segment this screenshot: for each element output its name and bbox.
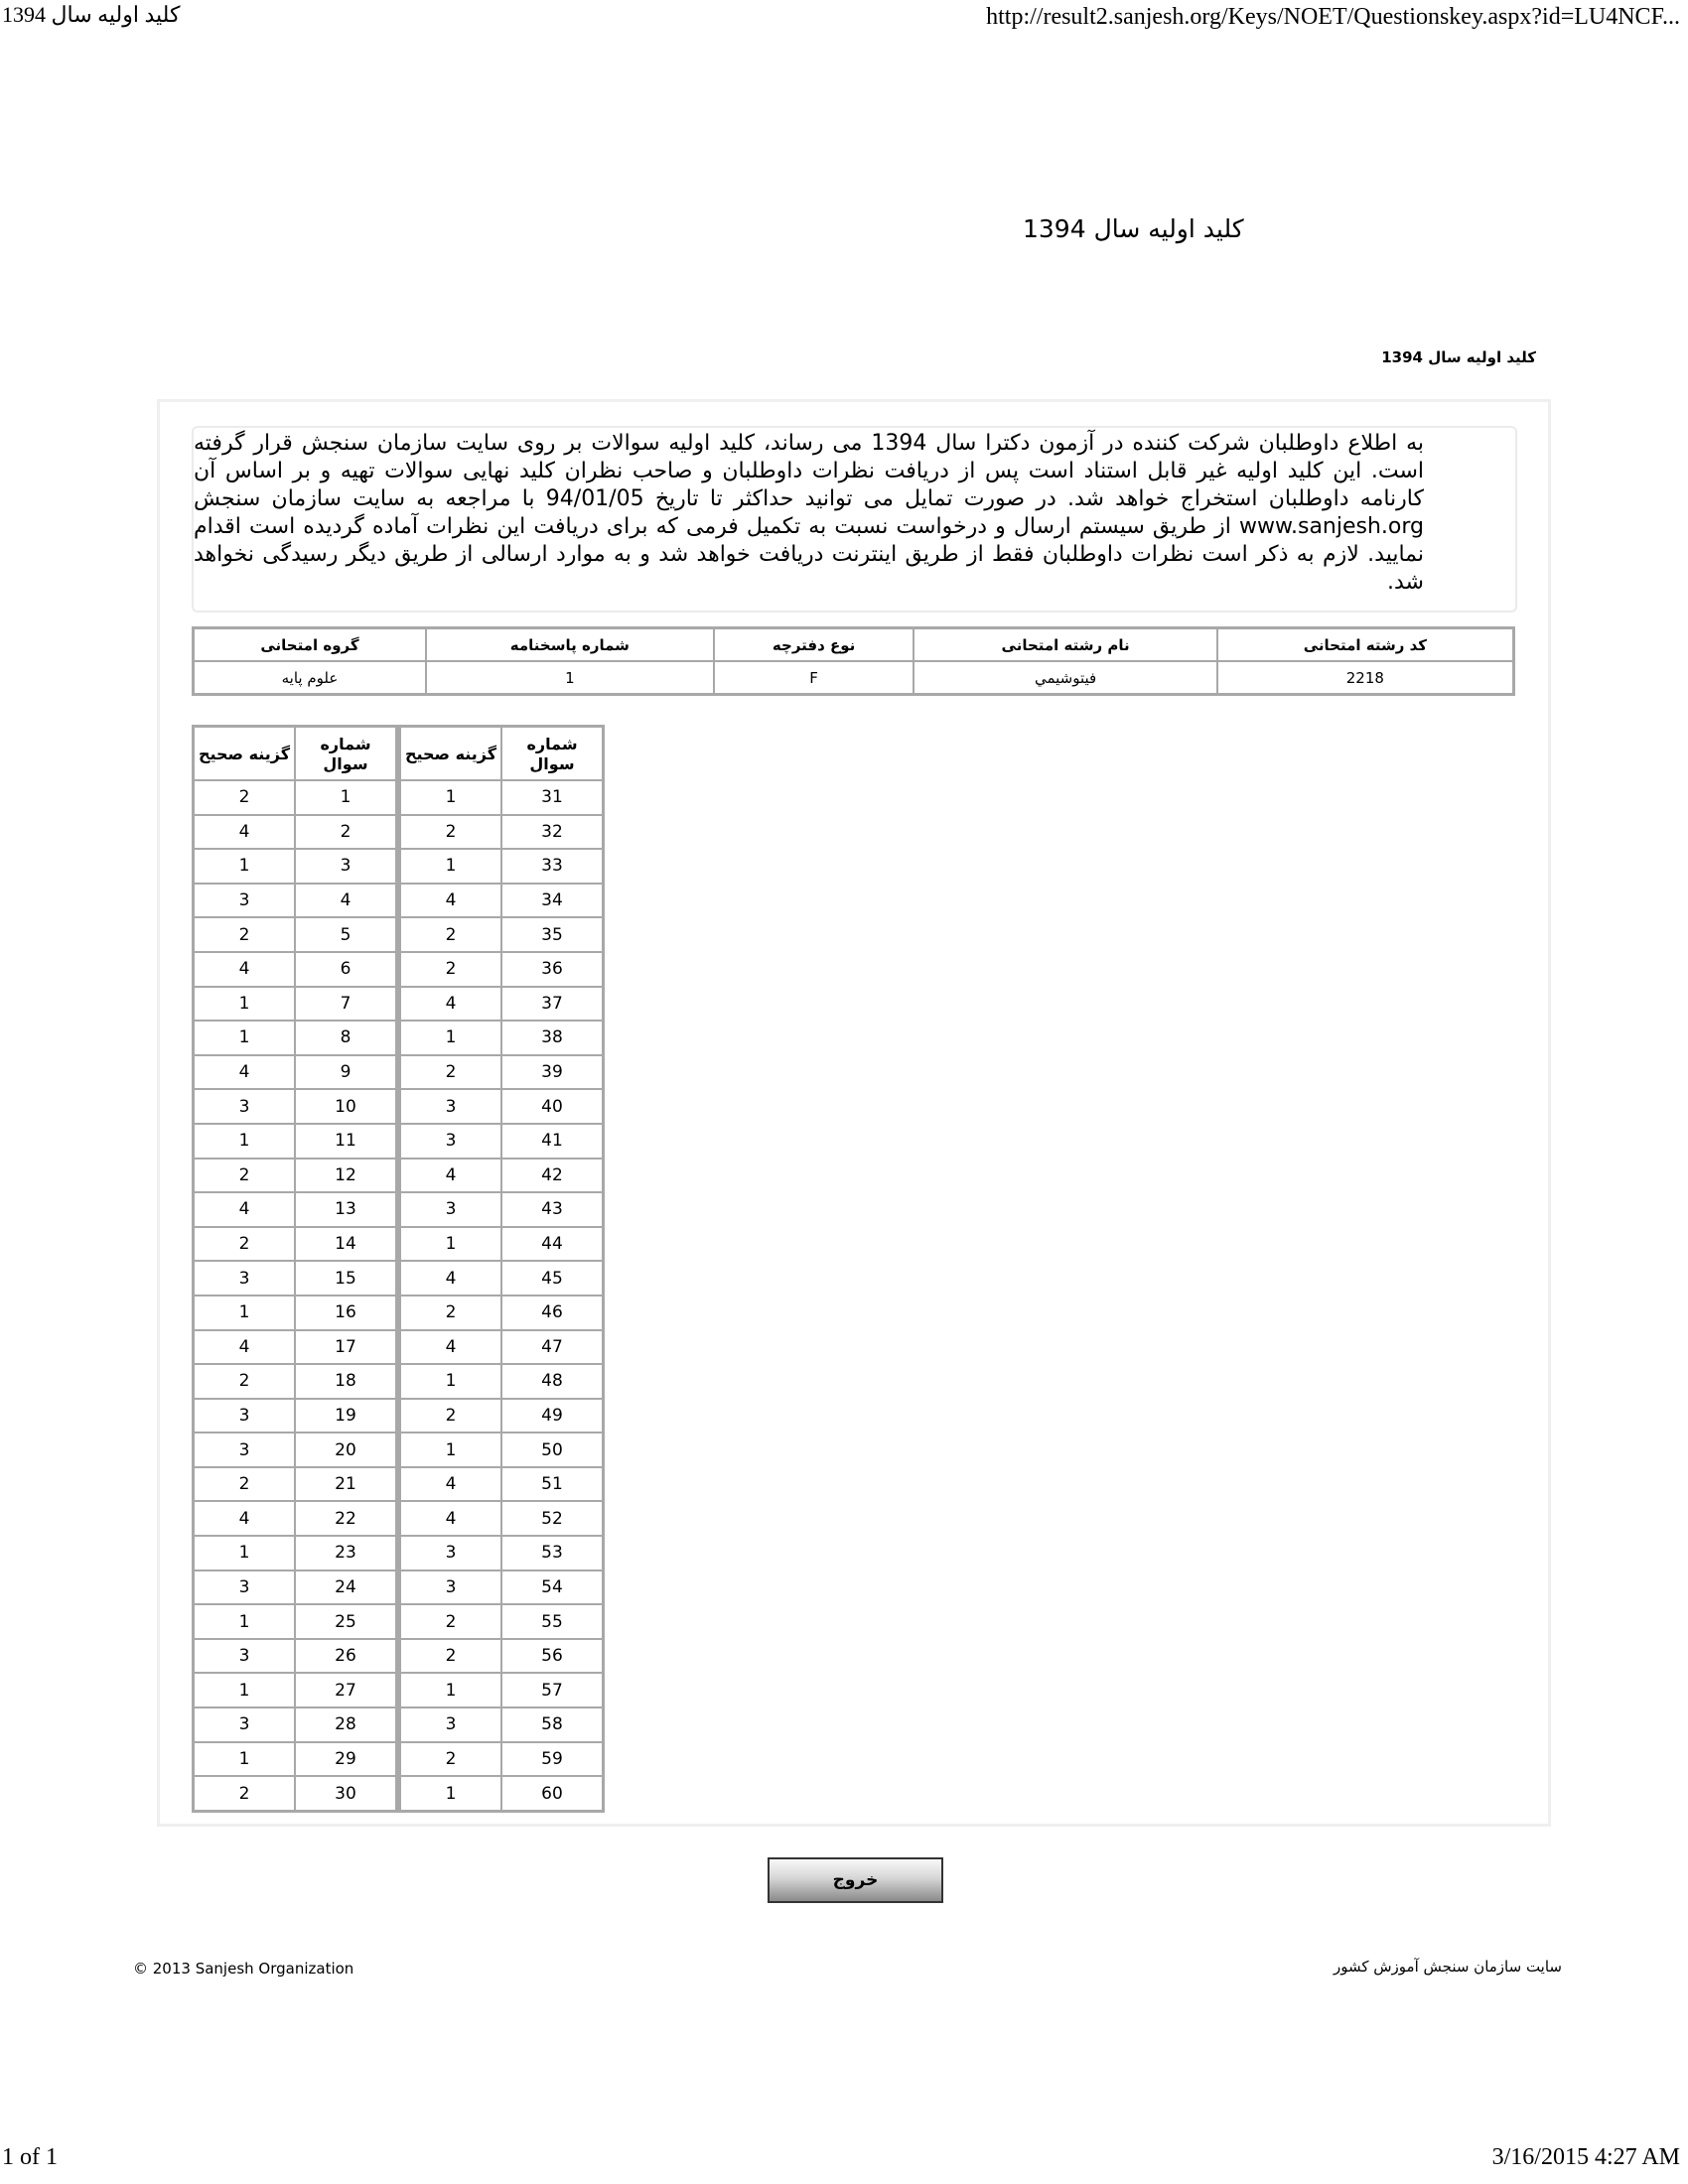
question-number: 55 bbox=[501, 1604, 603, 1639]
correct-option: 2 bbox=[400, 1399, 501, 1433]
answer-key-row bbox=[400, 884, 603, 918]
question-number: 11 bbox=[295, 1124, 396, 1159]
answer-key-row bbox=[400, 1021, 603, 1055]
correct-option: 1 bbox=[194, 1673, 295, 1707]
answer-key-row bbox=[400, 815, 603, 850]
header-question-number: شماره سوال bbox=[295, 727, 396, 780]
answer-key-header-row bbox=[194, 727, 396, 780]
answer-key-row bbox=[400, 1570, 603, 1605]
answer-key-body-1 bbox=[194, 780, 396, 1811]
correct-option: 2 bbox=[194, 1364, 295, 1399]
question-number: 23 bbox=[295, 1536, 396, 1570]
correct-option: 2 bbox=[400, 917, 501, 952]
correct-option: 1 bbox=[400, 780, 501, 815]
answer-key-row bbox=[194, 952, 396, 987]
correct-option: 4 bbox=[194, 1192, 295, 1227]
answer-key-row bbox=[194, 884, 396, 918]
correct-option: 4 bbox=[400, 1467, 501, 1502]
header-answer-sheet-number: شماره پاسخنامه bbox=[426, 628, 714, 661]
correct-option: 1 bbox=[400, 1021, 501, 1055]
question-number: 34 bbox=[501, 884, 603, 918]
header-booklet-type: نوع دفترچه bbox=[714, 628, 914, 661]
answer-key-header-row bbox=[400, 727, 603, 780]
answer-key-row bbox=[194, 1261, 396, 1296]
answer-key-row bbox=[194, 1433, 396, 1467]
correct-option: 2 bbox=[194, 780, 295, 815]
notice-text: به اطلاع داوطلبان شرکت کننده در آزمون دکترا سال 1394 می رساند، کلید اولیه سوالات بر روی سایت سازمان سنجش قرار گرفته است. این کلید اولیه غیر قابل استناد است پس از دریافت نظرات داوطلبان و صاحب نظران کلید نهایی سوالات تهیه و بر اساس آن کارنامه داوطلبان استخراج خواهد شد. در صورت تمایل می توانید حداکثر تا تاریخ 94/01/05 با مراجعه به سایت سازمان سنجش www.sanjesh.org از طریق سیستم ارسال و درخواست نسبت به تکمیل فرمی که برای دریافت این نظرات آماده گردیده است اقدام نمایید. لازم به ذکر است نظرات داوطلبان فقط از طریق اینترنت دریافت خواهد شد و به موارد ارسالی از طریق دیگر رسیدگی نخواهد شد. bbox=[192, 426, 1517, 613]
question-number: 52 bbox=[501, 1501, 603, 1536]
answer-key-row bbox=[400, 1159, 603, 1193]
question-number: 40 bbox=[501, 1089, 603, 1124]
answer-key-row bbox=[194, 849, 396, 884]
correct-option: 2 bbox=[400, 1639, 501, 1674]
answer-key-row bbox=[194, 1192, 396, 1227]
answer-key-row bbox=[194, 780, 396, 815]
answer-key-row bbox=[400, 1776, 603, 1811]
answer-key-row bbox=[194, 1124, 396, 1159]
exam-info-table bbox=[192, 626, 1515, 696]
correct-option: 2 bbox=[194, 1159, 295, 1193]
question-number: 9 bbox=[295, 1055, 396, 1090]
answer-key-row bbox=[400, 1433, 603, 1467]
question-number: 41 bbox=[501, 1124, 603, 1159]
correct-option: 1 bbox=[400, 1364, 501, 1399]
question-number: 54 bbox=[501, 1570, 603, 1605]
answer-key-row bbox=[194, 1673, 396, 1707]
correct-option: 4 bbox=[400, 987, 501, 1022]
correct-option: 1 bbox=[194, 987, 295, 1022]
exit-button[interactable]: خروج bbox=[768, 1857, 943, 1903]
field-code: 2218 bbox=[1217, 661, 1513, 694]
answer-key-row bbox=[194, 1467, 396, 1502]
answer-key-row bbox=[194, 1501, 396, 1536]
correct-option: 1 bbox=[194, 1124, 295, 1159]
answer-key-row bbox=[400, 1501, 603, 1536]
answer-key-body-2 bbox=[400, 780, 603, 1811]
header-correct-option: گزینه صحیح bbox=[194, 727, 295, 780]
header-field-code: کد رشته امتحانی bbox=[1217, 628, 1513, 661]
question-number: 30 bbox=[295, 1776, 396, 1811]
answer-key-row bbox=[400, 1673, 603, 1707]
question-number: 43 bbox=[501, 1192, 603, 1227]
correct-option: 3 bbox=[194, 1570, 295, 1605]
answer-key-row bbox=[194, 1227, 396, 1262]
field-name: فيتوشيمي bbox=[914, 661, 1216, 694]
answer-key-table-1 bbox=[192, 725, 398, 1813]
correct-option: 2 bbox=[400, 1742, 501, 1777]
correct-option: 1 bbox=[400, 1227, 501, 1262]
question-number: 47 bbox=[501, 1330, 603, 1365]
answer-key-row bbox=[194, 1707, 396, 1742]
question-number: 14 bbox=[295, 1227, 396, 1262]
answer-key-row bbox=[400, 1467, 603, 1502]
print-page-title: کلید اولیه سال 1394 bbox=[2, 2, 181, 27]
answer-key-row bbox=[400, 1089, 603, 1124]
question-number: 19 bbox=[295, 1399, 396, 1433]
answer-key-row bbox=[400, 1192, 603, 1227]
correct-option: 3 bbox=[194, 1707, 295, 1742]
correct-option: 2 bbox=[400, 815, 501, 850]
answer-key-row bbox=[400, 1742, 603, 1777]
question-number: 5 bbox=[295, 917, 396, 952]
answer-key-row bbox=[400, 1227, 603, 1262]
correct-option: 4 bbox=[194, 815, 295, 850]
correct-option: 3 bbox=[400, 1570, 501, 1605]
answer-key-row bbox=[400, 1399, 603, 1433]
question-number: 3 bbox=[295, 849, 396, 884]
correct-option: 2 bbox=[400, 952, 501, 987]
correct-option: 3 bbox=[194, 1639, 295, 1674]
question-number: 49 bbox=[501, 1399, 603, 1433]
question-number: 25 bbox=[295, 1604, 396, 1639]
correct-option: 1 bbox=[194, 1021, 295, 1055]
question-number: 60 bbox=[501, 1776, 603, 1811]
section-subtitle: کلید اولیه سال 1394 bbox=[1381, 348, 1536, 366]
correct-option: 4 bbox=[400, 884, 501, 918]
correct-option: 4 bbox=[400, 1330, 501, 1365]
question-number: 37 bbox=[501, 987, 603, 1022]
question-number: 48 bbox=[501, 1364, 603, 1399]
correct-option: 4 bbox=[194, 952, 295, 987]
answer-key-row bbox=[194, 1021, 396, 1055]
content-panel bbox=[157, 399, 1551, 1827]
correct-option: 4 bbox=[194, 1055, 295, 1090]
answer-key-row bbox=[400, 1330, 603, 1365]
site-name-text: سایت سازمان سنجش آموزش کشور bbox=[1333, 1958, 1562, 1976]
question-number: 58 bbox=[501, 1707, 603, 1742]
answer-key-row bbox=[194, 1570, 396, 1605]
question-number: 12 bbox=[295, 1159, 396, 1193]
answer-key-row bbox=[194, 1399, 396, 1433]
header-question-number: شماره سوال bbox=[501, 727, 603, 780]
question-number: 16 bbox=[295, 1296, 396, 1330]
correct-option: 2 bbox=[194, 1467, 295, 1502]
answer-key-row bbox=[400, 952, 603, 987]
answer-key-row bbox=[194, 1604, 396, 1639]
correct-option: 4 bbox=[194, 1330, 295, 1365]
question-number: 24 bbox=[295, 1570, 396, 1605]
answer-key-row bbox=[194, 1536, 396, 1570]
question-number: 28 bbox=[295, 1707, 396, 1742]
correct-option: 1 bbox=[400, 1433, 501, 1467]
question-number: 15 bbox=[295, 1261, 396, 1296]
answer-key-row bbox=[400, 1604, 603, 1639]
question-number: 59 bbox=[501, 1742, 603, 1777]
question-number: 46 bbox=[501, 1296, 603, 1330]
page-title: کلید اولیه سال 1394 bbox=[1023, 214, 1244, 243]
correct-option: 1 bbox=[194, 1296, 295, 1330]
question-number: 8 bbox=[295, 1021, 396, 1055]
correct-option: 4 bbox=[400, 1261, 501, 1296]
answer-key-row bbox=[194, 1089, 396, 1124]
answer-key-row bbox=[400, 1536, 603, 1570]
question-number: 22 bbox=[295, 1501, 396, 1536]
question-number: 38 bbox=[501, 1021, 603, 1055]
correct-option: 4 bbox=[194, 1501, 295, 1536]
correct-option: 3 bbox=[400, 1124, 501, 1159]
answer-key-row bbox=[194, 1776, 396, 1811]
question-number: 27 bbox=[295, 1673, 396, 1707]
answer-key-row bbox=[400, 1124, 603, 1159]
correct-option: 1 bbox=[194, 1742, 295, 1777]
question-number: 7 bbox=[295, 987, 396, 1022]
exam-info-row bbox=[194, 661, 1513, 694]
question-number: 20 bbox=[295, 1433, 396, 1467]
correct-option: 1 bbox=[400, 849, 501, 884]
answer-key-row bbox=[400, 1364, 603, 1399]
print-url: http://result2.sanjesh.org/Keys/NOET/Questionskey.aspx?id=LU4NCF... bbox=[986, 4, 1680, 30]
correct-option: 3 bbox=[400, 1707, 501, 1742]
question-number: 21 bbox=[295, 1467, 396, 1502]
answer-key-row bbox=[400, 1707, 603, 1742]
answer-key-row bbox=[400, 1296, 603, 1330]
answer-key-row bbox=[400, 849, 603, 884]
question-number: 44 bbox=[501, 1227, 603, 1262]
answer-sheet-number: 1 bbox=[426, 661, 714, 694]
correct-option: 4 bbox=[400, 1501, 501, 1536]
answer-key-row bbox=[194, 1364, 396, 1399]
answer-key-row bbox=[194, 815, 396, 850]
correct-option: 3 bbox=[194, 1089, 295, 1124]
exam-group: علوم پایه bbox=[194, 661, 426, 694]
header-correct-option: گزینه صحیح bbox=[400, 727, 501, 780]
question-number: 18 bbox=[295, 1364, 396, 1399]
answer-key-row bbox=[400, 917, 603, 952]
correct-option: 1 bbox=[194, 1536, 295, 1570]
answer-key-row bbox=[400, 780, 603, 815]
question-number: 51 bbox=[501, 1467, 603, 1502]
exam-info-header-row bbox=[194, 628, 1513, 661]
question-number: 45 bbox=[501, 1261, 603, 1296]
question-number: 32 bbox=[501, 815, 603, 850]
question-number: 2 bbox=[295, 815, 396, 850]
correct-option: 2 bbox=[194, 1776, 295, 1811]
correct-option: 3 bbox=[400, 1192, 501, 1227]
answer-key-row bbox=[400, 987, 603, 1022]
booklet-type: F bbox=[714, 661, 914, 694]
correct-option: 1 bbox=[400, 1673, 501, 1707]
correct-option: 2 bbox=[194, 1227, 295, 1262]
header-exam-group: گروه امتحانی bbox=[194, 628, 426, 661]
answer-key-row bbox=[400, 1639, 603, 1674]
correct-option: 3 bbox=[194, 1433, 295, 1467]
correct-option: 3 bbox=[194, 1261, 295, 1296]
question-number: 42 bbox=[501, 1159, 603, 1193]
answer-key-row bbox=[194, 917, 396, 952]
question-number: 4 bbox=[295, 884, 396, 918]
copyright-text: © 2013 Sanjesh Organization bbox=[133, 1960, 354, 1978]
answer-key-table-2 bbox=[398, 725, 605, 1813]
question-number: 13 bbox=[295, 1192, 396, 1227]
question-number: 39 bbox=[501, 1055, 603, 1090]
answer-key-row bbox=[194, 987, 396, 1022]
answer-key-row bbox=[194, 1639, 396, 1674]
correct-option: 1 bbox=[400, 1776, 501, 1811]
question-number: 26 bbox=[295, 1639, 396, 1674]
answer-key-row bbox=[194, 1296, 396, 1330]
print-page-count: 1 of 1 bbox=[2, 2144, 58, 2170]
correct-option: 4 bbox=[400, 1159, 501, 1193]
answer-key-row bbox=[194, 1330, 396, 1365]
correct-option: 2 bbox=[194, 917, 295, 952]
question-number: 50 bbox=[501, 1433, 603, 1467]
header-field-name: نام رشته امتحانی bbox=[914, 628, 1216, 661]
correct-option: 2 bbox=[400, 1604, 501, 1639]
correct-option: 2 bbox=[400, 1055, 501, 1090]
question-number: 33 bbox=[501, 849, 603, 884]
question-number: 31 bbox=[501, 780, 603, 815]
answer-key-row bbox=[400, 1055, 603, 1090]
question-number: 17 bbox=[295, 1330, 396, 1365]
correct-option: 1 bbox=[194, 849, 295, 884]
correct-option: 3 bbox=[194, 1399, 295, 1433]
question-number: 35 bbox=[501, 917, 603, 952]
question-number: 53 bbox=[501, 1536, 603, 1570]
question-number: 56 bbox=[501, 1639, 603, 1674]
answer-key-row bbox=[194, 1055, 396, 1090]
question-number: 57 bbox=[501, 1673, 603, 1707]
question-number: 29 bbox=[295, 1742, 396, 1777]
correct-option: 3 bbox=[400, 1089, 501, 1124]
correct-option: 3 bbox=[194, 884, 295, 918]
question-number: 1 bbox=[295, 780, 396, 815]
question-number: 10 bbox=[295, 1089, 396, 1124]
correct-option: 2 bbox=[400, 1296, 501, 1330]
answer-key-row bbox=[400, 1261, 603, 1296]
correct-option: 3 bbox=[400, 1536, 501, 1570]
answer-key-row bbox=[194, 1742, 396, 1777]
answer-key-row bbox=[194, 1159, 396, 1193]
question-number: 6 bbox=[295, 952, 396, 987]
correct-option: 1 bbox=[194, 1604, 295, 1639]
question-number: 36 bbox=[501, 952, 603, 987]
print-timestamp: 3/16/2015 4:27 AM bbox=[1491, 2144, 1680, 2170]
